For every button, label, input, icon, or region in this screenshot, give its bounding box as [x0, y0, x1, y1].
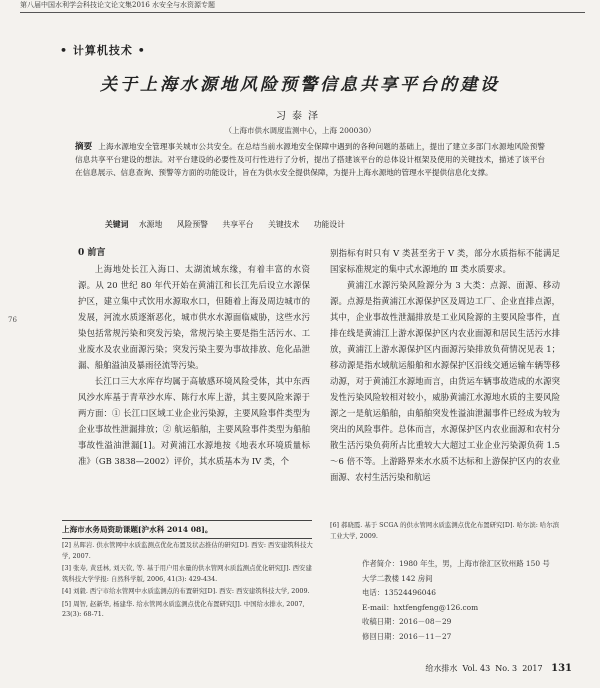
right-column [330, 245, 560, 485]
keywords [105, 219, 357, 230]
journal-name: 给水排水 [425, 664, 458, 673]
funding-note: 上海市水务局资助课题[沪水科 2014 08]。 [62, 520, 312, 539]
paragraph: 长江口三大水库存均属于高敏感环境风险受体，其中东西风沙水库基于青草沙水库、陈行水库上游，其主要风险来源于两方面：① 长江口区域工业企业污染源，主要风险事件类型为企业事故性泄漏排放；② 航运船舶，主要风险事件类型为船舶事故性溢油泄漏[1]。对黄浦江水源地按《地表水环境质量标准》（GB 3838—2002）评价，其水质基本为 IV 类，个 [78, 376, 310, 466]
page-footer [425, 663, 572, 674]
reference-item: [2] 丛晖岩. 供水管网中水质监测点优化布置及状态推估的研究[D]. 西安: 西安建筑科技大学, 2007. [62, 541, 313, 560]
paragraph: 黄浦江水源污染风险源分为 3 大类：点源、面源、移动源。点源是指黄浦江水源保护区及周边工厂、企业直排点源，其中，企业事故性泄漏排放是工业风险源的主要风险事件，直排在线是黄浦江上游水源保护区内农业面源和居民生活污水排放，黄浦江上游水源保护区内面源污染排放负荷情况见表 1；移动源是指水域航运船舶和水源保护区沿线交通运输车辆等移动源，对于黄浦江水源地而言，由货运车辆事故造成的水源突发性污染风险较相对较小，威胁黄浦江水源地水质的主要风险源之一是航运船舶，由船舶突发性溢油泄漏事件已经成为较为突出的风险事件。总体而言，水源保护区内农业面源和农村分散生活污染负荷所占比重较大大超过工业企业污染源负荷 1.5～6 倍不等。上游路界来水水质不达标和上游保护区内的农业面源、农村生活污染和航运 [330, 280, 560, 482]
abstract-text: 上海水源地安全管理事关城市公共安全。在总结当前水源地安全保障中遇到的各种问题的基础上，提出了建立多部门水源地风险预警信息共享平台建设的想法。对平台建设的必要性及可行性进行了分析，提出了搭建该平台的总体设计框架及使用的关键技术，描述了该平台在信息展示、信息查询、预警等方面的功能设计，旨在为供水安全提供保障，为提升上海水源地的管理水平提供信息化支撑。 [75, 142, 545, 177]
abstract-label: 摘要 [75, 142, 93, 152]
author: 习泰泽 [276, 111, 324, 122]
year: 2017 [522, 664, 543, 673]
left-column [78, 245, 310, 469]
side-page-number: 76 [8, 316, 17, 324]
issue: No. 3 [495, 664, 518, 673]
volume: Vol. 43 [462, 664, 491, 673]
running-header: 第八届中国水利学会科技论文论文集2016 水安全与水资源专题 [20, 0, 585, 13]
abstract [75, 141, 545, 179]
reference-item: [5] 周智, 赵新华, 杨建华. 给水管网水质监测点优化布置研究[J]. 中国给水排水, 2007, 23(3): 68-71. [62, 599, 305, 618]
keywords-label: 关键词 [105, 220, 129, 229]
author-bio [362, 557, 562, 644]
section-heading: 0 前言 [78, 248, 106, 258]
bio-line: 大学二教楼 142 房间 [362, 573, 433, 583]
keyword: 共享平台 [222, 220, 254, 229]
article-title: 关于上海水源地风险预警信息共享平台的建设 [100, 75, 500, 95]
reference-item: [3] 张寿, 黄廷林, 刘天钦, 等. 基于用户用水量的供水管网水质监测点优化研究[J]. 西安建筑科技大学学报: 自然科学版, 2006, 41(3): 429-434. [62, 564, 312, 583]
keyword: 风险预警 [176, 220, 208, 229]
bio-line: 收稿日期：2016－08－29 [362, 617, 452, 626]
bio-line: E-mail：hxtfengfeng@126.com [362, 602, 479, 612]
reference-item: [6] 郝晓霞. 基于 SCGA 的供水管网水质监测点优化布置研究[D]. 哈尔滨: 哈尔滨工业大学, 2009. [330, 521, 560, 540]
affiliation: （上海市供水调度监测中心，上海 200030） [224, 126, 376, 135]
keyword: 水源地 [138, 220, 163, 229]
bio-line: 作者简介：1980 年生，男，上海市徐汇区钦州路 150 号 [362, 559, 550, 568]
keyword: 关键技术 [268, 220, 300, 229]
references-right [330, 520, 562, 543]
keyword: 功能设计 [313, 220, 345, 229]
references-left [62, 540, 314, 622]
page-number: 131 [551, 663, 572, 674]
paragraph: 别指标有时只有 V 类甚至劣于 V 类，部分水质指标不能满足国家标准规定的集中式水源地的 Ⅲ 类水质要求。 [330, 248, 560, 274]
bio-line: 电话：13524496046 [362, 588, 436, 597]
paragraph: 上海地处长江入海口、太湖流域东缘，有着丰富的水资源。从 20 世纪 80 年代开始在黄浦江和长江先后设立水源保护区，建立集中式饮用水源取水口，但随着上海及周边城市的发展，河流水质逐渐恶化，城市供水水源面临威胁，这些水污染包括常规污染和突发污染，常规污染主要是指生活污水、工业废水及农业面源污染；突发污染主要为事故排放、危化品泄漏、船舶溢油及暴雨径流等污染。 [78, 264, 310, 370]
bio-line: 修回日期：2016－11－27 [362, 631, 452, 641]
section-label: • 计算机技术 • [60, 44, 146, 57]
reference-item: [4] 刘毅. 西宁市给水管网中水质监测点的布置研究[D]. 西安: 西安建筑科技大学, 2009. [62, 587, 310, 595]
